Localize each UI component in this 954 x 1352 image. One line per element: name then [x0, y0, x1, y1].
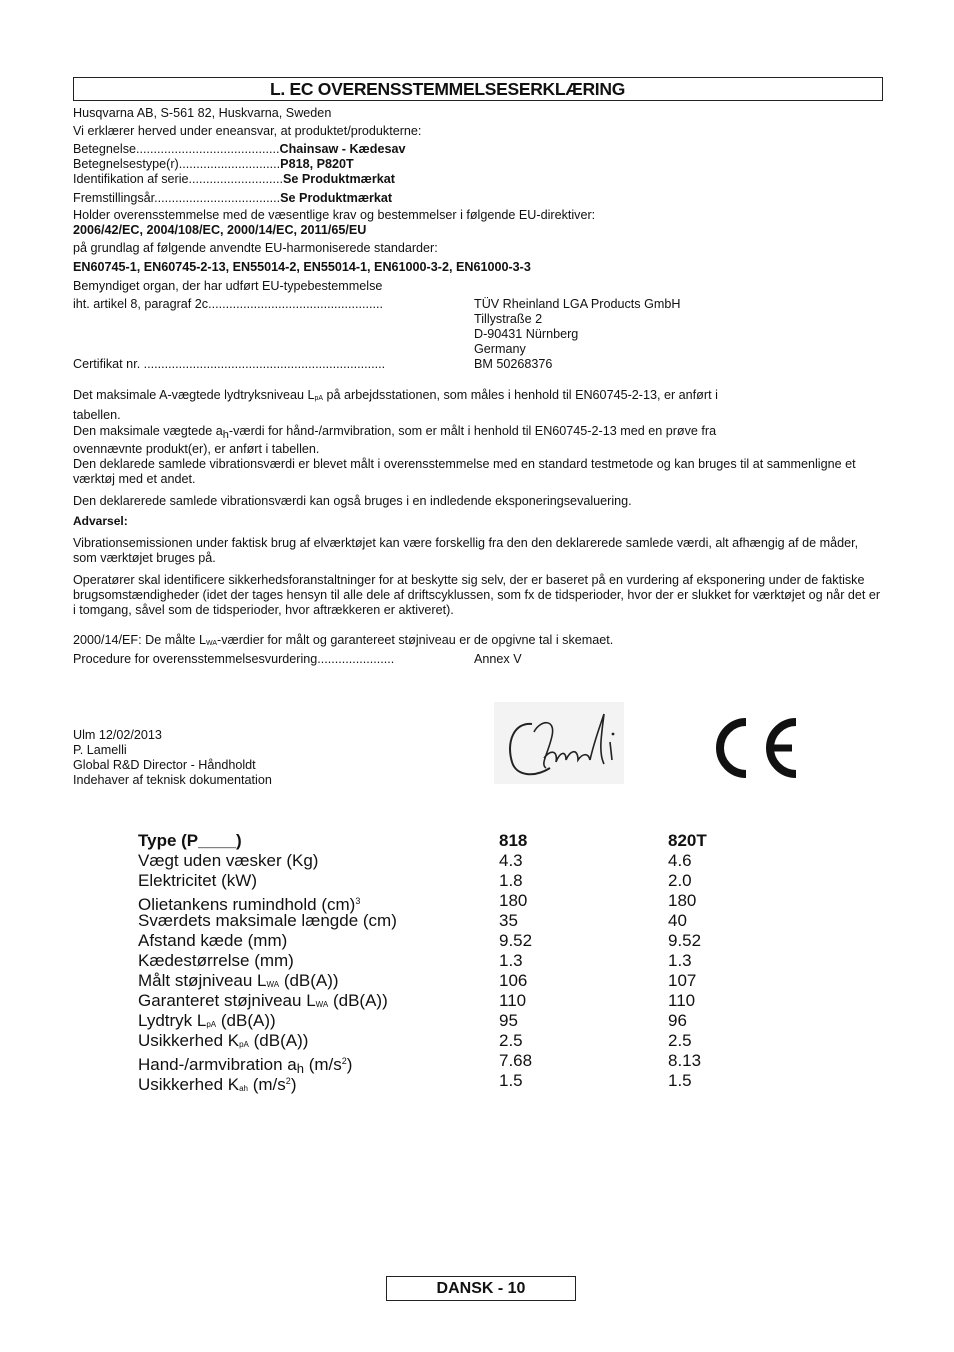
year-row: [73, 191, 392, 206]
serial-label: Identifikation af serie...........................: [73, 172, 283, 186]
year-value: Se Produktmærkat: [280, 191, 393, 205]
table-cell-820t: 2.5: [668, 1031, 692, 1050]
noise-paragraph-line2: tabellen.: [73, 408, 121, 422]
designation-value: Chainsaw - Kædesav: [279, 142, 406, 156]
standards-text: på grundlag af følgende anvendte EU-harmoniserede standarder:: [73, 241, 438, 255]
conformity-text: Holder overensstemmelse med de væsentlige krav og bestemmelser i følgende EU-direktiver:: [73, 208, 596, 222]
procedure-label: Procedure for overensstemmelsesvurdering......................: [73, 652, 395, 666]
table-cell-818: 95: [499, 1011, 518, 1030]
table-row-label-part: WA: [315, 1000, 329, 1009]
table-row-label-part: Afstand kæde (mm): [138, 931, 288, 950]
table-row-label-part: h: [296, 1061, 304, 1076]
designation-row: [73, 142, 405, 157]
noise-text-b: på arbejdsstationen, som måles i henhold til EN60745-2-13, er anført i: [323, 388, 718, 402]
noise-directive-line: [73, 633, 613, 651]
table-cell-820t: 9.52: [668, 931, 702, 950]
section-title: [73, 77, 883, 101]
procedure-value: Annex V: [474, 652, 522, 666]
notified-body-text: Bemyndiget organ, der har udført EU-typebestemmelse: [73, 279, 383, 293]
table-cell-818: 1.3: [499, 951, 523, 970]
vibration-text-sub: h: [222, 429, 229, 441]
serial-value: Se Produktmærkat: [282, 172, 395, 186]
table-row-label-part: ah: [239, 1084, 249, 1093]
type-row: [73, 157, 354, 172]
table-row-label-part: Sværdets maksimale længde (cm): [138, 911, 397, 930]
company-address: Husqvarna AB, S-561 82, Huskvarna, Sweden: [73, 106, 332, 120]
table-header-818: 818: [499, 831, 528, 850]
sign-title: Global R&D Director - Håndholdt: [73, 758, 256, 772]
noise-directive-sub: WA: [206, 640, 218, 647]
vibration-paragraph-line1: [73, 424, 716, 443]
noise-text-a: Det maksimale A-vægtede lydtryksniveau L: [73, 388, 315, 402]
directives-list: 2006/42/EC, 2004/108/EC, 2000/14/EC, 2011/65/EU: [73, 223, 367, 237]
exposure-paragraph: Den deklarerede samlede vibrationsværdi kan også bruges i en indledende eksponeringsevaluering.: [73, 494, 632, 508]
table-row-label: [138, 851, 318, 871]
table-header-label: Type (P____): [138, 831, 242, 850]
table-row-label-part: WA: [266, 980, 280, 989]
table-cell-820t: 107: [668, 971, 697, 990]
signature-image: [494, 702, 624, 784]
table-cell-820t: 8.13: [668, 1051, 702, 1070]
certificate-number: BM 50268376: [474, 357, 553, 371]
notified-body-street: Tillystraße 2: [474, 312, 543, 326]
page-footer-text: DANSK - 10: [436, 1280, 526, 1297]
table-cell-818: 9.52: [499, 931, 533, 950]
table-row-label-part: (dB(A)): [328, 991, 388, 1010]
table-cell-820t: 2.0: [668, 871, 692, 890]
type-label: Betegnelsestype(r).............................: [73, 157, 281, 171]
table-row-label-part: Garanteret støjniveau L: [138, 991, 316, 1010]
noise-text-sub: pA: [314, 395, 324, 402]
table-row-label-part: Elektricitet (kW): [138, 871, 257, 890]
table-row-label-part: (m/s: [303, 1055, 342, 1074]
table-cell-818: 180: [499, 891, 528, 910]
standards-list: EN60745-1, EN60745-2-13, EN55014-2, EN55014-1, EN61000-3-2, EN61000-3-3: [73, 260, 531, 274]
table-row-label-part: Lydtryk L: [138, 1011, 207, 1030]
table-row-label-part: (dB(A)): [279, 971, 339, 990]
table-row-label-part: Olietankens rumindhold (cm: [138, 895, 350, 914]
table-row-label-part: Målt støjniveau L: [138, 971, 267, 990]
table-row-label-part: ): [349, 895, 356, 914]
table-header-820t: 820T: [668, 831, 707, 850]
operator-paragraph: Operatører skal identificere sikkerhedsforanstaltninger for at beskytte sig selv, der er baseret på en vurdering af eksponering under de faktiske brugsomstændigheder (idet der tages hensyn til alle dele af driftscyklussen, som fx de tidsperioder, hvor der er slukket for værktøjet og når det er i tomgang, såvel som de tidsperioder, hvor aftrækkeren er aktiveret).: [73, 573, 881, 617]
table-row-label-part: pA: [239, 1040, 249, 1049]
table-row-label-part: Usikkerhed K: [138, 1075, 240, 1094]
table-cell-818: 7.68: [499, 1051, 533, 1070]
vibration-paragraph-line2: ovennævnte produkt(er), er anført i tabellen.: [73, 442, 320, 456]
table-row-label: [138, 931, 287, 951]
table-row-label-part: (m/s: [248, 1075, 286, 1094]
table-cell-820t: 180: [668, 891, 697, 910]
year-label: Fremstillingsår....................................: [73, 191, 281, 205]
table-row-label: [138, 871, 257, 891]
sign-name: P. Lamelli: [73, 743, 127, 757]
table-cell-820t: 4.6: [668, 851, 692, 870]
table-row-label-part: 2: [285, 1076, 291, 1086]
table-row-label-part: Kædestørrelse (mm): [138, 951, 294, 970]
table-cell-820t: 1.3: [668, 951, 692, 970]
table-cell-820t: 40: [668, 911, 687, 930]
notified-body-name: TÜV Rheinland LGA Products GmbH: [474, 297, 681, 311]
table-row-label-part: ): [290, 1075, 297, 1094]
page-footer: [386, 1276, 576, 1301]
table-cell-820t: 96: [668, 1011, 687, 1030]
type-value: P818, P820T: [280, 157, 354, 171]
table-row-label-part: pA: [206, 1020, 217, 1029]
table-cell-818: 1.5: [499, 1071, 523, 1090]
table-row-label-part: (dB(A)): [248, 1031, 309, 1050]
section-title-text: L. EC OVERENSSTEMMELSESERKLÆRING: [270, 79, 626, 99]
table-cell-818: 2.5: [499, 1031, 523, 1050]
table-cell-820t: 1.5: [668, 1071, 692, 1090]
designation-label: Betegnelse.........................................: [73, 142, 280, 156]
signature-drawing: [494, 702, 624, 784]
certificate-label: Certifikat nr. .....................................................................: [73, 357, 386, 371]
notified-body-city: D-90431 Nürnberg: [474, 327, 579, 341]
table-cell-820t: 110: [668, 991, 696, 1010]
vibration-text-b: -værdi for hånd-/armvibration, som er målt i henhold til EN60745-2-13 med en prøve fra: [228, 424, 717, 438]
ce-mark-icon: [708, 716, 800, 780]
table-row-label: [138, 951, 294, 971]
table-row-label: [138, 1071, 296, 1099]
table-row-label-part: Hand-/armvibration a: [138, 1055, 297, 1074]
sign-place-date: Ulm 12/02/2013: [73, 728, 162, 742]
serial-row: [73, 172, 395, 187]
noise-directive-a: 2000/14/EF: De målte L: [73, 633, 207, 647]
table-row-label-part: Vægt uden væsker (Kg): [138, 851, 319, 870]
notified-body-country: Germany: [474, 342, 526, 356]
table-row-label-part: ): [346, 1055, 353, 1074]
table-row-label-part: (dB(A)): [216, 1011, 276, 1030]
table-cell-818: 1.8: [499, 871, 523, 890]
declaration-text: Vi erklærer herved under eneansvar, at produktet/produkterne:: [73, 124, 422, 138]
declared-vibration-paragraph: Den deklarede samlede vibrationsværdi er blevet målt i overensstemmelse med en standard testmetode og kan bruges til at sammenligne et værktøj med et andet.: [73, 457, 856, 486]
vibration-text-a: Den maksimale vægtede a: [73, 424, 223, 438]
table-row-label-part: 2: [341, 1056, 347, 1066]
article-label: iht. artikel 8, paragraf 2c..................................................: [73, 297, 384, 311]
table-row-label-part: 3: [355, 896, 361, 906]
sign-role: Indehaver af teknisk dokumentation: [73, 773, 272, 787]
warning-paragraph: Vibrationsemissionen under faktisk brug af elværktøjet kan være forskellig fra den den deklarerede samlede værdi, alt afhængig af de måder, som værktøjet bruges på.: [73, 536, 859, 565]
table-cell-818: 110: [499, 991, 527, 1010]
noise-paragraph-line1: [73, 388, 718, 406]
table-cell-818: 106: [499, 971, 528, 990]
table-cell-818: 35: [499, 911, 518, 930]
noise-directive-b: -værdier for målt og garantereet støjniveau er de opgivne tal i skemaet.: [217, 633, 614, 647]
table-row-label: [138, 911, 397, 931]
warning-title: Advarsel:: [73, 514, 128, 528]
table-row-label-part: Usikkerhed K: [138, 1031, 240, 1050]
table-cell-818: 4.3: [499, 851, 523, 870]
